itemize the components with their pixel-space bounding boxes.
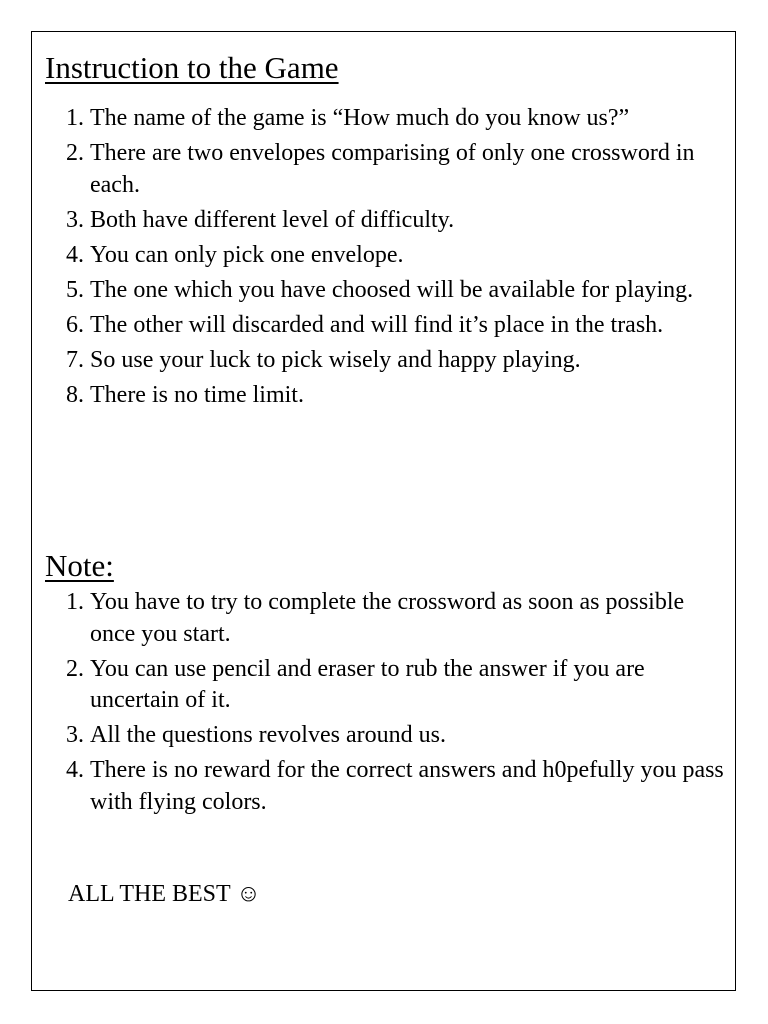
- item-number: 1.: [66, 105, 84, 131]
- list-item: [66, 755, 726, 818]
- item-text: You can use pencil and eraser to rub the answer if you are uncertain of it.: [90, 655, 645, 713]
- list-item: [66, 654, 726, 717]
- list-item: [66, 310, 726, 342]
- item-text: The name of the game is “How much do you know us?”: [90, 105, 630, 131]
- item-text: The other will discarded and will find it’s place in the trash.: [90, 311, 664, 338]
- list-item: [66, 138, 726, 201]
- item-text: The one which you have choosed will be available for playing.: [90, 276, 694, 303]
- item-number: 1.: [66, 589, 84, 615]
- list-item: [66, 345, 726, 377]
- list-item: [66, 240, 726, 272]
- list-item: [66, 205, 726, 237]
- item-number: 2.: [66, 655, 84, 682]
- closing-message: ALL THE BEST ☺: [68, 881, 261, 907]
- list-item: [66, 275, 726, 307]
- item-text: There is no reward for the correct answers and h0pefully you pass with flying colors.: [90, 757, 724, 815]
- item-text: There are two envelopes comparising of only one crossword in each.: [90, 140, 695, 198]
- list-item: [66, 720, 726, 752]
- item-text: All the questions revolves around us.: [90, 722, 446, 748]
- note-list: [66, 587, 726, 822]
- item-number: 3.: [66, 722, 84, 748]
- list-item: [66, 380, 726, 412]
- item-number: 5.: [66, 276, 84, 303]
- instructions-title: Instruction to the Game: [45, 50, 339, 85]
- note-title: Note:: [45, 548, 114, 583]
- item-number: 4.: [66, 241, 84, 268]
- instructions-list: [66, 103, 726, 415]
- item-number: 4.: [66, 757, 84, 783]
- list-item: [66, 103, 726, 135]
- item-text: You have to try to complete the crossword as soon as possible once you start.: [90, 589, 685, 647]
- item-text: There is no time limit.: [90, 381, 304, 408]
- item-number: 3.: [66, 206, 84, 233]
- list-item: [66, 587, 726, 650]
- item-number: 2.: [66, 140, 84, 166]
- item-text: So use your luck to pick wisely and happy playing.: [90, 346, 581, 373]
- item-number: 8.: [66, 381, 84, 408]
- item-number: 7.: [66, 346, 84, 373]
- item-number: 6.: [66, 311, 84, 338]
- item-text: Both have different level of difficulty.: [90, 206, 455, 233]
- item-text: You can only pick one envelope.: [90, 241, 404, 268]
